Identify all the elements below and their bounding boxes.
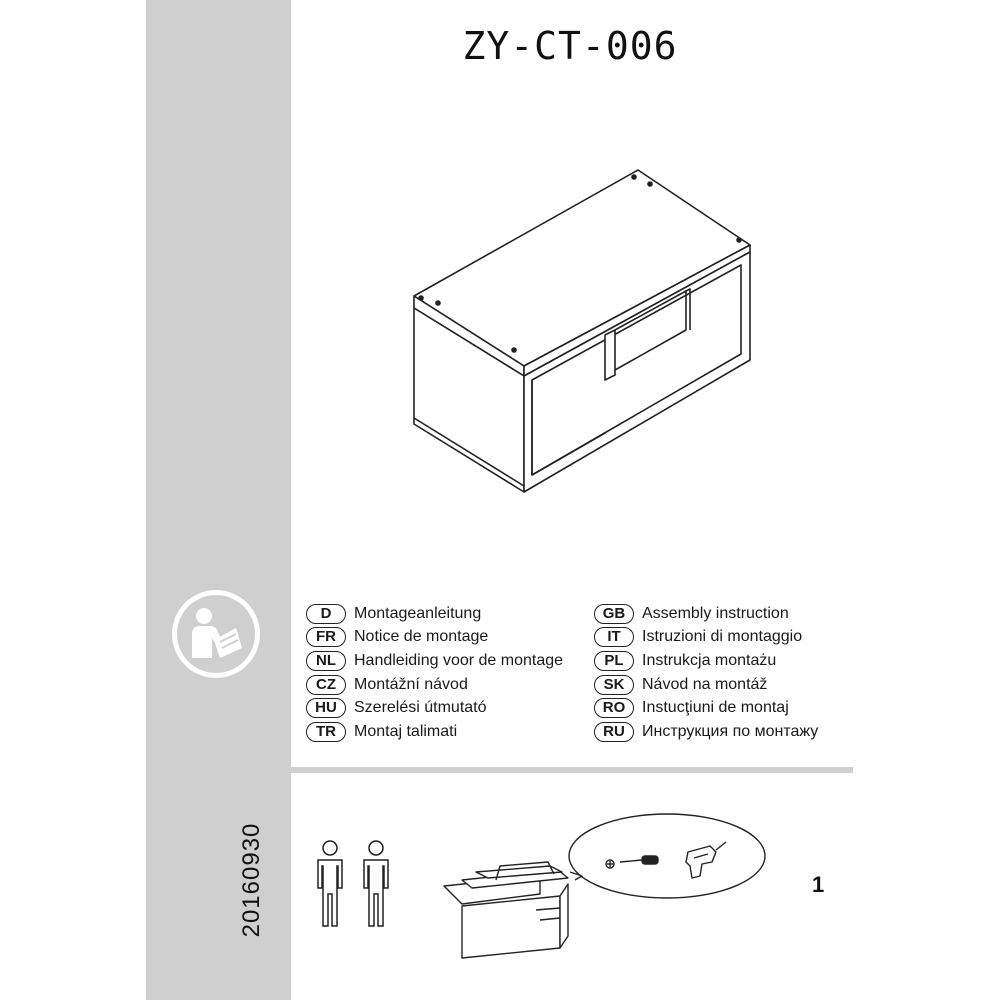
language-item-hu <box>306 696 563 720</box>
read-manual-icon <box>170 588 262 680</box>
side-band-bottom <box>146 773 291 1000</box>
language-item-sk <box>594 673 818 697</box>
two-persons-icon <box>310 838 400 930</box>
language-code: HU <box>306 698 346 718</box>
language-list-right <box>594 602 818 744</box>
language-label: Инструкция по монтажу <box>642 722 819 740</box>
language-code: GB <box>594 604 634 624</box>
language-code: RO <box>594 698 634 718</box>
model-title: ZY-CT-006 <box>462 24 678 68</box>
language-code: IT <box>594 627 634 647</box>
language-label: Notice de montage <box>354 628 489 646</box>
toolbox-icon <box>438 812 768 962</box>
language-item-ru <box>594 720 818 744</box>
language-item-d <box>306 602 563 626</box>
language-label: Instrukcja montażu <box>642 651 777 669</box>
language-item-ro <box>594 696 818 720</box>
language-label: Návod na montáž <box>642 675 768 693</box>
section-divider <box>146 767 853 773</box>
language-item-pl <box>594 649 818 673</box>
language-code: SK <box>594 675 634 695</box>
language-code: TR <box>306 722 346 742</box>
language-label: Instucţiuni de montaj <box>642 699 789 717</box>
language-label: Montaj talimati <box>354 722 458 740</box>
language-code: D <box>306 604 346 624</box>
language-label: Assembly instruction <box>642 604 789 622</box>
language-item-tr <box>306 720 563 744</box>
language-label: Handleiding voor de montage <box>354 651 564 669</box>
language-code: PL <box>594 651 634 671</box>
language-code: CZ <box>306 675 346 695</box>
language-item-fr <box>306 626 563 650</box>
language-code: RU <box>594 722 634 742</box>
cabinet-illustration <box>405 160 765 500</box>
language-code: FR <box>306 627 346 647</box>
language-label: Montageanleitung <box>354 604 482 622</box>
language-list-left <box>306 602 563 744</box>
language-code: NL <box>306 651 346 671</box>
language-item-cz <box>306 673 563 697</box>
page-number: 1 <box>812 872 825 897</box>
language-item-it <box>594 626 818 650</box>
date-code: 20160930 <box>238 822 265 938</box>
language-label: Montážní návod <box>354 675 468 693</box>
language-label: Istruzioni di montaggio <box>642 628 803 646</box>
language-label: Szerelési útmutató <box>354 699 487 717</box>
language-item-nl <box>306 649 563 673</box>
language-item-gb <box>594 602 818 626</box>
